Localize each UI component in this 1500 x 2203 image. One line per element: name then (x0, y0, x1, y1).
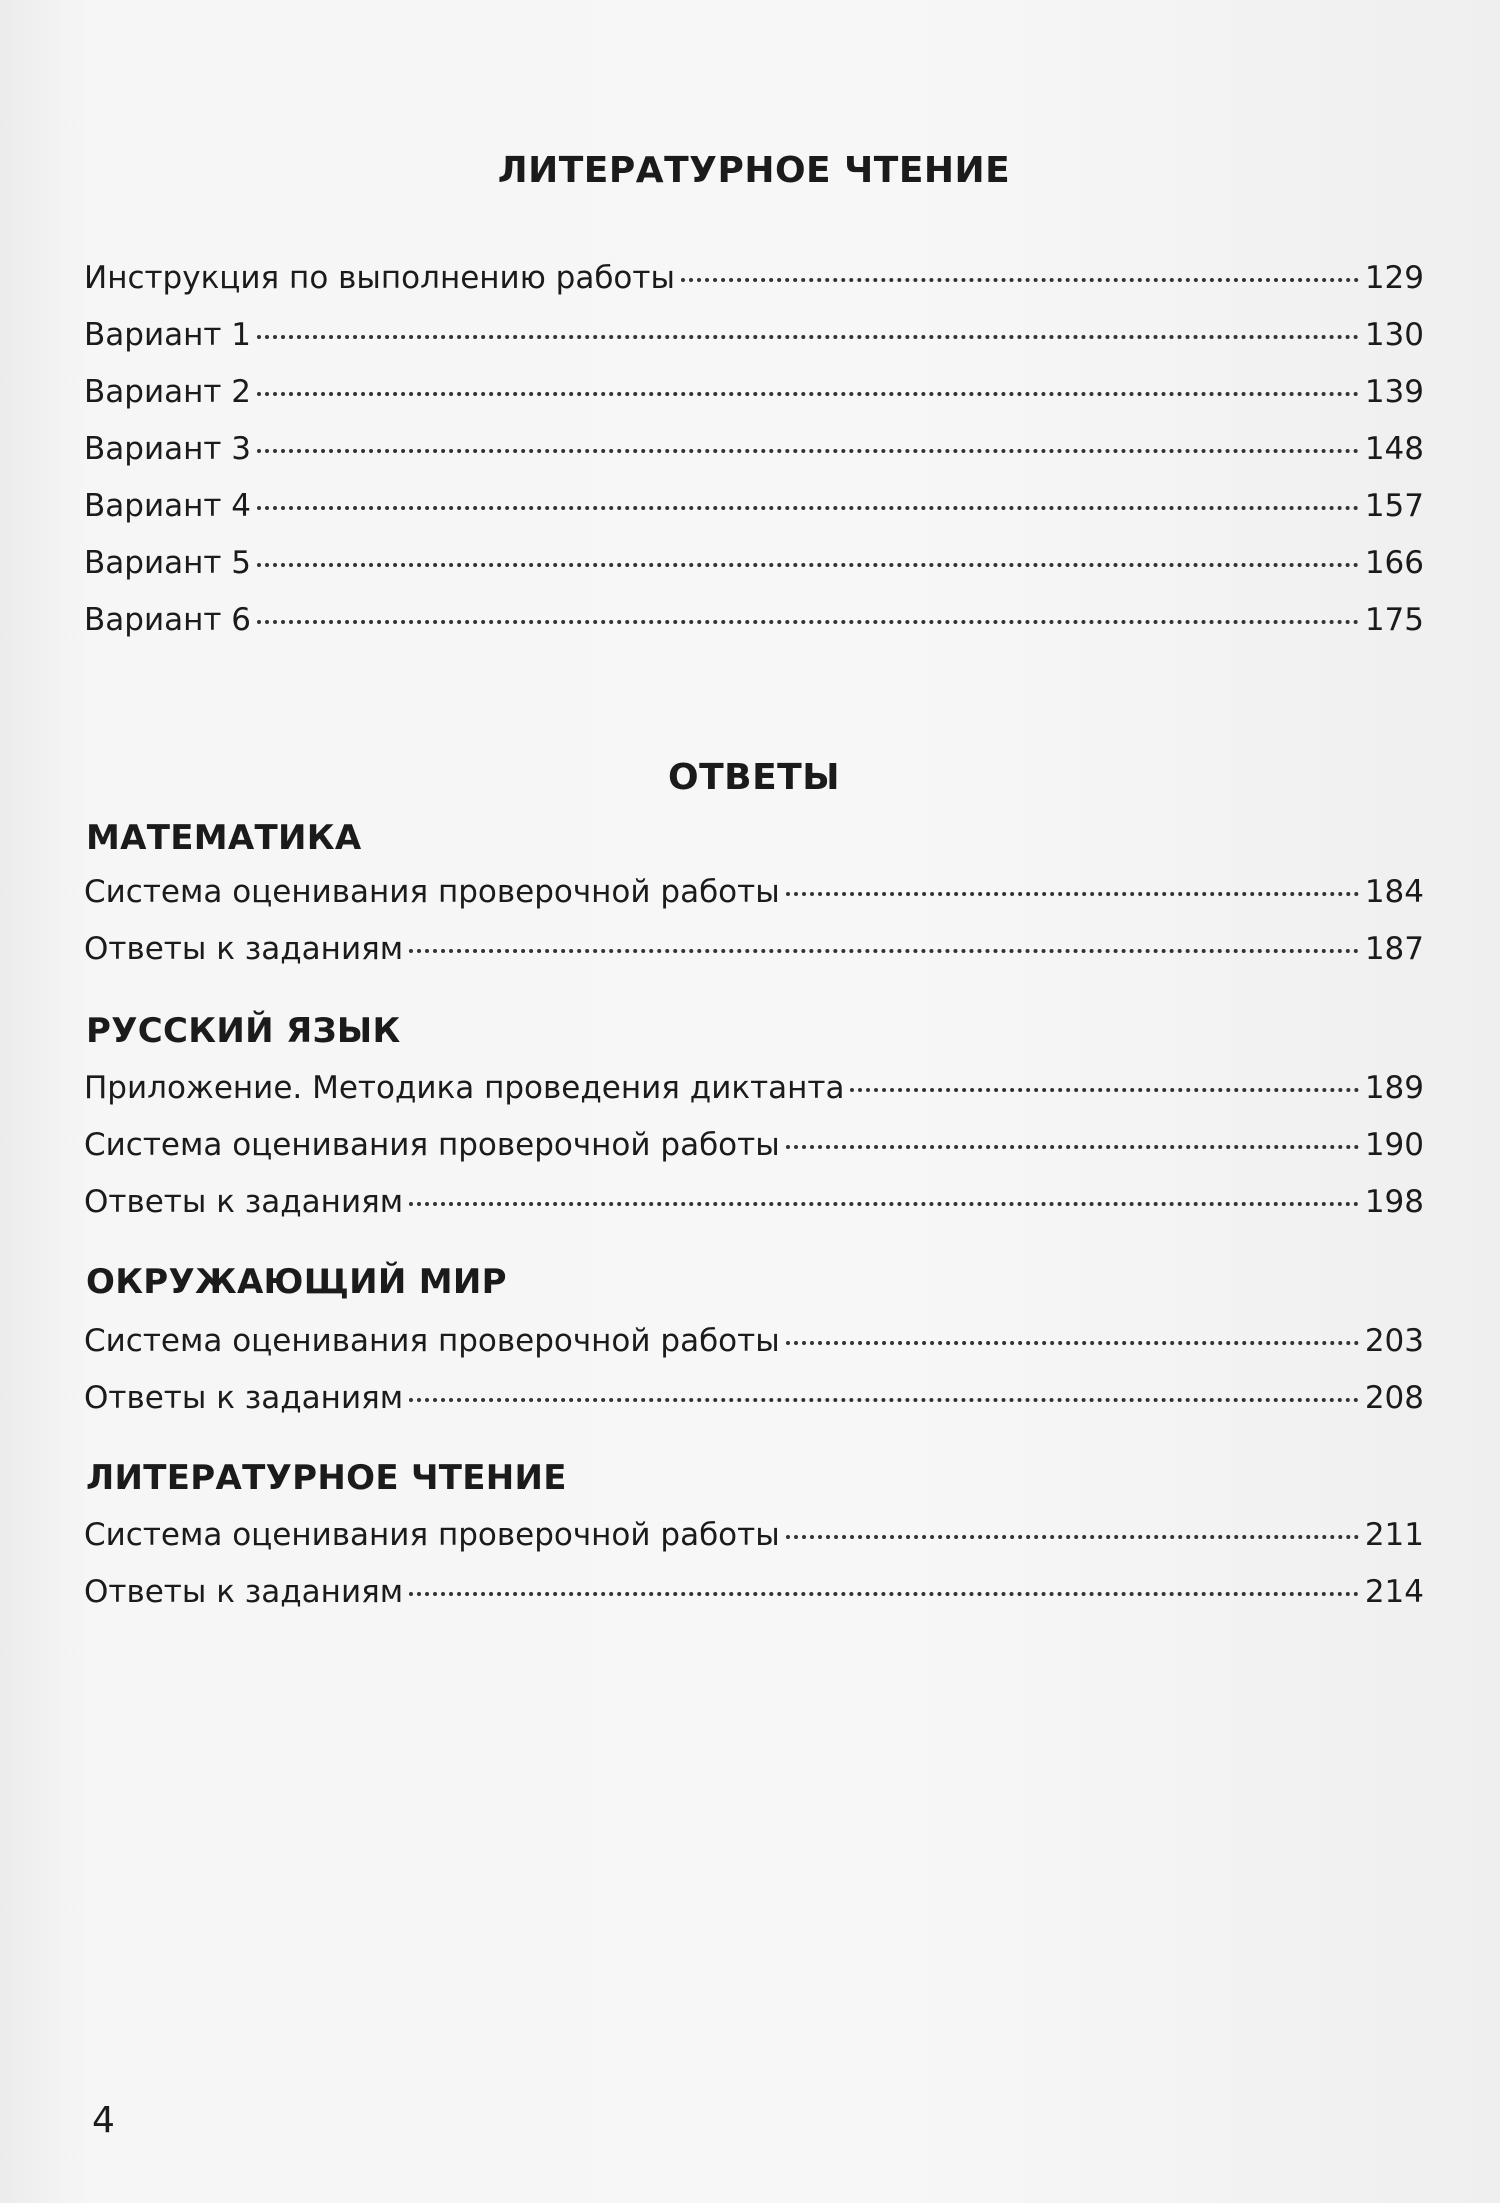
toc-entry-page: 190 (1364, 1127, 1424, 1163)
subsection-heading-world: ОКРУЖАЮЩИЙ МИР (86, 1262, 507, 1302)
toc-entry-page: 189 (1364, 1070, 1424, 1106)
toc-entry-page: 198 (1364, 1184, 1424, 1220)
toc-entry-title: Вариант 2 (84, 374, 251, 410)
toc-entry-title: Вариант 4 (84, 488, 251, 524)
toc-entry (84, 602, 1424, 646)
toc-entry (84, 1127, 1424, 1171)
toc-entry-title: Система оценивания проверочной работы (84, 1517, 780, 1553)
toc-entry-title: Ответы к заданиям (84, 1184, 404, 1220)
toc-leader-dots (409, 949, 1359, 953)
toc-leader-dots (786, 1341, 1359, 1345)
toc-entry-page: 157 (1364, 488, 1424, 524)
toc-entry (84, 317, 1424, 361)
toc-entry (84, 1184, 1424, 1228)
toc-entry-page: 211 (1364, 1517, 1424, 1553)
toc-entry-page: 203 (1364, 1323, 1424, 1359)
toc-leader-dots (257, 563, 1359, 567)
toc-entry (84, 1574, 1424, 1618)
toc-leader-dots (257, 449, 1359, 453)
toc-entry (84, 431, 1424, 475)
subsection-heading-russian: РУССКИЙ ЯЗЫК (86, 1011, 401, 1051)
toc-leader-dots (409, 1592, 1359, 1596)
toc-entry-page: 187 (1364, 931, 1424, 967)
toc-entry (84, 1323, 1424, 1367)
subsection-heading-literature: ЛИТЕРАТУРНОЕ ЧТЕНИЕ (86, 1458, 567, 1498)
toc-entry-title: Вариант 1 (84, 317, 251, 353)
toc-entry-title: Система оценивания проверочной работы (84, 1127, 780, 1163)
toc-leader-dots (681, 278, 1359, 282)
toc-entry-page: 139 (1364, 374, 1424, 410)
page-number: 4 (92, 2100, 115, 2141)
toc-entry-title: Ответы к заданиям (84, 1380, 404, 1416)
toc-entry (84, 874, 1424, 918)
toc-entry (84, 545, 1424, 589)
toc-entry (84, 488, 1424, 532)
toc-entry (84, 1380, 1424, 1424)
toc-entry-page: 184 (1364, 874, 1424, 910)
toc-leader-dots (257, 506, 1359, 510)
toc-entry-title: Вариант 6 (84, 602, 251, 638)
toc-entry (84, 931, 1424, 975)
toc-entry-page: 214 (1364, 1574, 1424, 1610)
toc-entry-title: Система оценивания проверочной работы (84, 1323, 780, 1359)
section-heading-literature: ЛИТЕРАТУРНОЕ ЧТЕНИЕ (497, 150, 1011, 191)
toc-leader-dots (257, 335, 1359, 339)
toc-entry (84, 1517, 1424, 1561)
toc-leader-dots (409, 1398, 1359, 1402)
toc-entry (84, 1070, 1424, 1114)
toc-entry (84, 374, 1424, 418)
section-heading-answers: ОТВЕТЫ (667, 757, 841, 798)
toc-leader-dots (257, 620, 1359, 624)
toc-entry-title: Приложение. Методика проведения диктанта (84, 1070, 845, 1106)
toc-entry-page: 130 (1364, 317, 1424, 353)
toc-entry-title: Система оценивания проверочной работы (84, 874, 780, 910)
toc-entry (84, 260, 1424, 304)
toc-entry-title: Вариант 5 (84, 545, 251, 581)
toc-entry-page: 148 (1364, 431, 1424, 467)
toc-entry-title: Инструкция по выполнению работы (84, 260, 675, 296)
toc-leader-dots (850, 1088, 1358, 1092)
toc-leader-dots (409, 1202, 1359, 1206)
toc-entry-title: Вариант 3 (84, 431, 251, 467)
subsection-heading-math: МАТЕМАТИКА (86, 818, 362, 858)
toc-entry-page: 175 (1364, 602, 1424, 638)
toc-entry-page: 166 (1364, 545, 1424, 581)
toc-leader-dots (786, 892, 1359, 896)
toc-entry-page: 208 (1364, 1380, 1424, 1416)
toc-leader-dots (257, 392, 1359, 396)
toc-leader-dots (786, 1145, 1359, 1149)
toc-entry-page: 129 (1364, 260, 1424, 296)
toc-leader-dots (786, 1535, 1359, 1539)
toc-entry-title: Ответы к заданиям (84, 931, 404, 967)
toc-entry-title: Ответы к заданиям (84, 1574, 404, 1610)
